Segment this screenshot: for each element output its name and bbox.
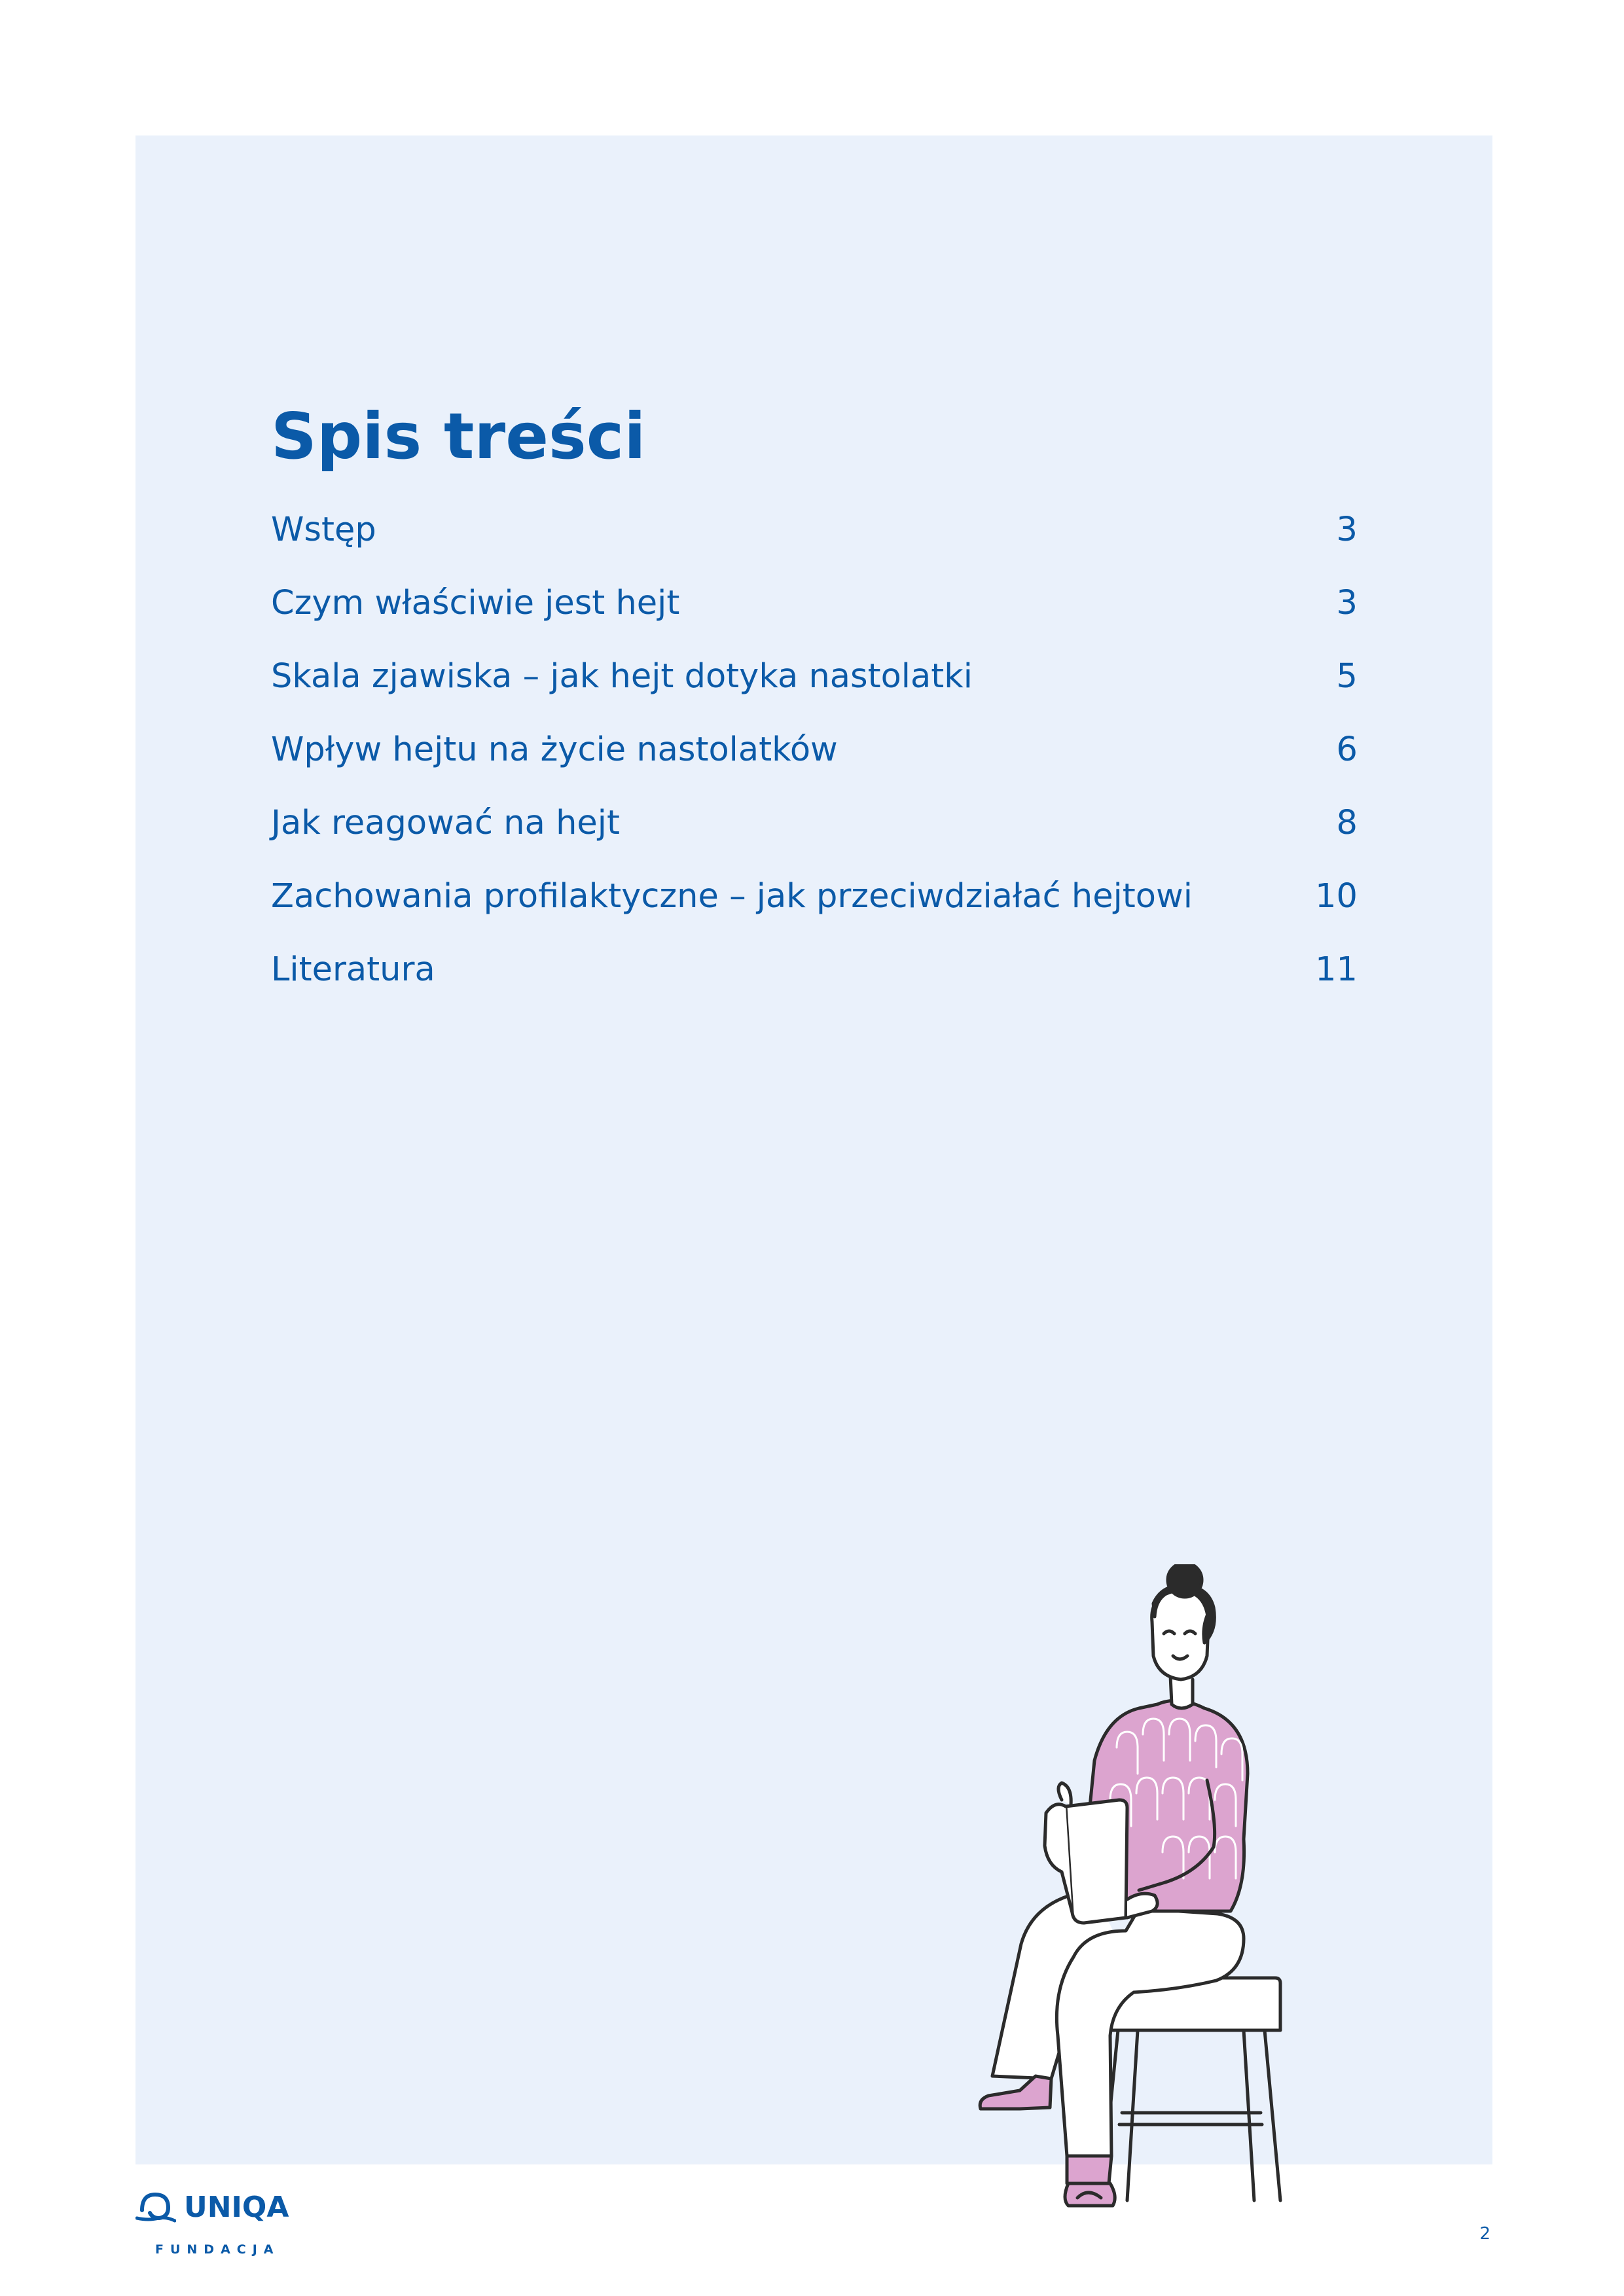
- toc-entry-label: Zachowania profilaktyczne – jak przeciwdziałać hejtowi: [271, 877, 1193, 916]
- logo-subtitle: FUNDACJA: [155, 2242, 280, 2257]
- uniqa-logo-icon: [135, 2191, 176, 2223]
- uniqa-fundacja-logo[interactable]: [135, 2189, 306, 2261]
- toc-entry-wstep[interactable]: [271, 511, 1358, 584]
- toc-entry-page: 6: [1336, 730, 1358, 769]
- toc-entry-label: Wstęp: [271, 511, 376, 549]
- woman-reading-illustration: [890, 1564, 1309, 2212]
- toc-entry-czym-jest-hejt[interactable]: [271, 584, 1358, 657]
- toc-entry-label: Wpływ hejtu na życie nastolatków: [271, 730, 838, 769]
- toc-entry-jak-reagowac[interactable]: [271, 804, 1358, 877]
- page-title: Spis treści: [271, 399, 646, 473]
- toc-entry-zachowania-profilaktyczne[interactable]: [271, 877, 1358, 950]
- toc-entry-page: 3: [1336, 511, 1358, 549]
- page-number: 2: [1479, 2224, 1490, 2244]
- toc-entry-label: Czym właściwie jest hejt: [271, 584, 680, 622]
- table-of-contents: [271, 511, 1358, 1024]
- toc-entry-literatura[interactable]: [271, 950, 1358, 1024]
- toc-entry-page: 3: [1336, 584, 1358, 622]
- toc-entry-page: 8: [1336, 804, 1358, 842]
- toc-entry-skala-zjawiska[interactable]: [271, 657, 1358, 730]
- toc-entry-page: 5: [1336, 657, 1358, 696]
- logo-wordmark: UNIQA: [184, 2191, 289, 2224]
- toc-entry-label: Literatura: [271, 950, 435, 989]
- stool-icon: [1101, 1978, 1280, 2200]
- toc-entry-wplyw-hejtu[interactable]: [271, 730, 1358, 804]
- toc-entry-label: Skala zjawiska – jak hejt dotyka nastolatki: [271, 657, 973, 696]
- toc-entry-page: 11: [1315, 950, 1358, 989]
- toc-entry-page: 10: [1315, 877, 1358, 916]
- toc-entry-label: Jak reagować na hejt: [271, 804, 620, 842]
